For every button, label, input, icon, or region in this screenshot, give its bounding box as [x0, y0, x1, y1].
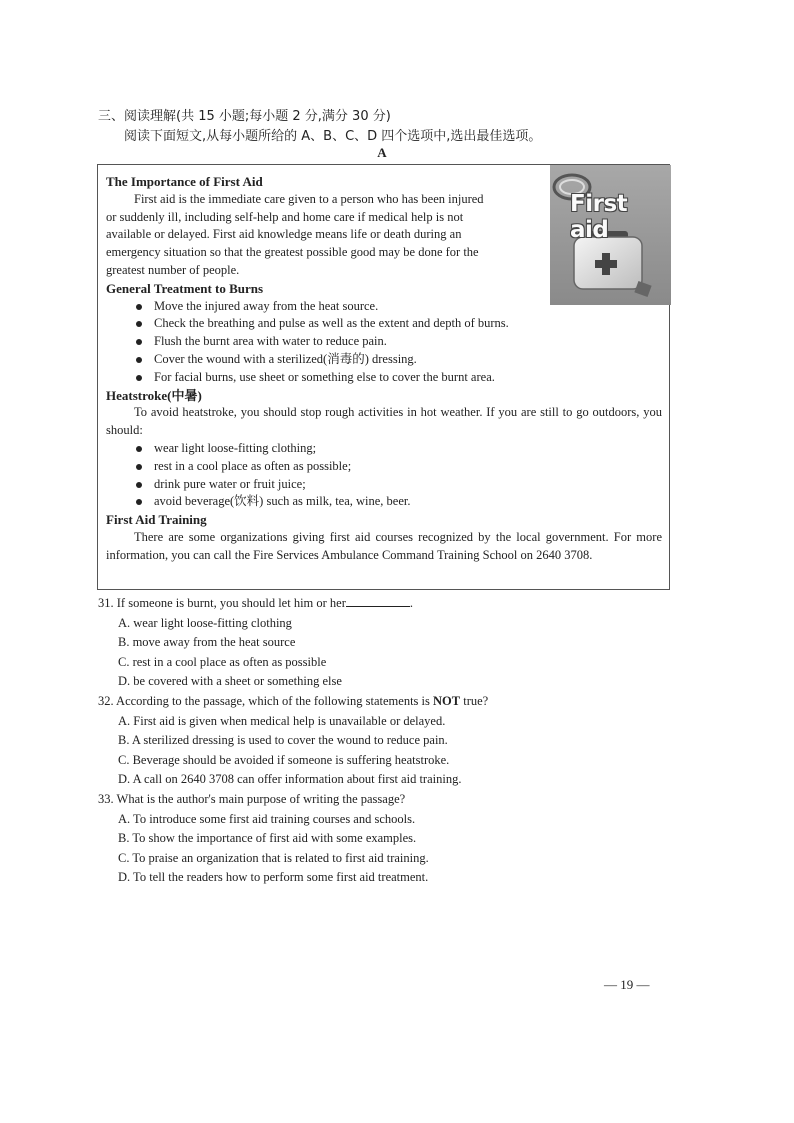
- heading-heatstroke: Heatstroke(中暑): [106, 387, 202, 403]
- option: A. wear light loose-fitting clothing: [118, 615, 292, 630]
- bullet-icon: [136, 482, 142, 488]
- paragraph-heatstroke: To avoid heatstroke, you should stop rough activities in hot weather. If you are still to go outdoors, you should:: [106, 405, 662, 438]
- question-32: [98, 692, 678, 790]
- list-item: Flush the burnt area with water to reduce pain.: [106, 333, 662, 351]
- list-item: For facial burns, use sheet or something else to cover the burnt area.: [106, 369, 662, 387]
- questions: [98, 594, 678, 888]
- bullet-icon: [136, 357, 142, 363]
- section-instruction: 阅读下面短文,从每小题所给的 A、B、C、D 四个选项中,选出最佳选项。: [124, 129, 542, 144]
- bullet-icon: [136, 339, 142, 345]
- heading-training: First Aid Training: [106, 512, 207, 528]
- option: B. A sterilized dressing is used to cover the wound to reduce pain.: [118, 733, 448, 748]
- paragraph-importance: [106, 191, 543, 280]
- burns-list: [106, 298, 662, 387]
- option: A. First aid is given when medical help is unavailable or delayed.: [118, 713, 446, 728]
- question-stem: 31. If someone is burnt, you should let him or her .: [98, 596, 414, 610]
- passage-box: [97, 164, 670, 590]
- text-line: or suddenly ill, including self-help and home care if medical help is not: [106, 209, 464, 224]
- text-line: greatest number of people.: [106, 262, 240, 277]
- bullet-icon: [136, 446, 142, 452]
- question-stem: 32. According to the passage, which of the following statements is NOT true?: [98, 693, 489, 708]
- text-line: emergency situation so that the greatest possible good may be done for the: [106, 245, 479, 260]
- list-item: Move the injured away from the heat source.: [106, 298, 662, 316]
- option: C. To praise an organization that is related to first aid training.: [118, 850, 429, 865]
- option: C. rest in a cool place as often as possible: [118, 654, 327, 669]
- option: C. Beverage should be avoided if someone is suffering heatstroke.: [118, 752, 450, 767]
- option: D. A call on 2640 3708 can offer information about first aid training.: [118, 772, 462, 787]
- question-stem: 33. What is the author's main purpose of writing the passage?: [98, 791, 406, 806]
- bullet-icon: [136, 499, 142, 505]
- section-title: 三、阅读理解(共 15 小题;每小题 2 分,满分 30 分): [98, 109, 391, 124]
- paragraph-training: There are some organizations giving first aid courses recognized by the local government. For more information, you can call the Fire Services Ambulance Command Training School on 2640 3708.: [106, 529, 662, 562]
- option: B. move away from the heat source: [118, 635, 296, 650]
- bullet-icon: [136, 375, 142, 381]
- list-item: rest in a cool place as often as possible;: [106, 458, 662, 476]
- option: A. To introduce some first aid training courses and schools.: [118, 811, 416, 826]
- passage-letter: A: [377, 145, 387, 160]
- list-item: avoid beverage(饮料) such as milk, tea, wine, beer.: [106, 493, 662, 511]
- option: D. To tell the readers how to perform some first aid treatment.: [118, 870, 429, 885]
- passage-content: [106, 173, 662, 565]
- heading-importance: The Importance of First Aid: [106, 174, 263, 189]
- bullet-icon: [136, 304, 142, 310]
- answer-blank: [346, 594, 410, 607]
- list-item: wear light loose-fitting clothing;: [106, 440, 662, 458]
- text-line: available or delayed. First aid knowledge means life or death during an: [106, 227, 462, 242]
- first-aid-image-text: First aid: [570, 191, 628, 243]
- question-31: [98, 594, 678, 692]
- heading-burns: General Treatment to Burns: [106, 280, 264, 296]
- list-item: drink pure water or fruit juice;: [106, 476, 662, 494]
- heatstroke-list: [106, 440, 662, 511]
- option: D. be covered with a sheet or something else: [118, 674, 342, 689]
- page-number: — 19 —: [604, 977, 650, 992]
- list-item: Check the breathing and pulse as well as the extent and depth of burns.: [106, 315, 662, 333]
- option: B. To show the importance of first aid with some examples.: [118, 831, 417, 846]
- list-item: Cover the wound with a sterilized(消毒的) dressing.: [106, 351, 662, 369]
- bullet-icon: [136, 464, 142, 470]
- bullet-icon: [136, 321, 142, 327]
- question-33: [98, 790, 678, 888]
- text-line: First aid is the immediate care given to a person who has been injured: [134, 191, 484, 206]
